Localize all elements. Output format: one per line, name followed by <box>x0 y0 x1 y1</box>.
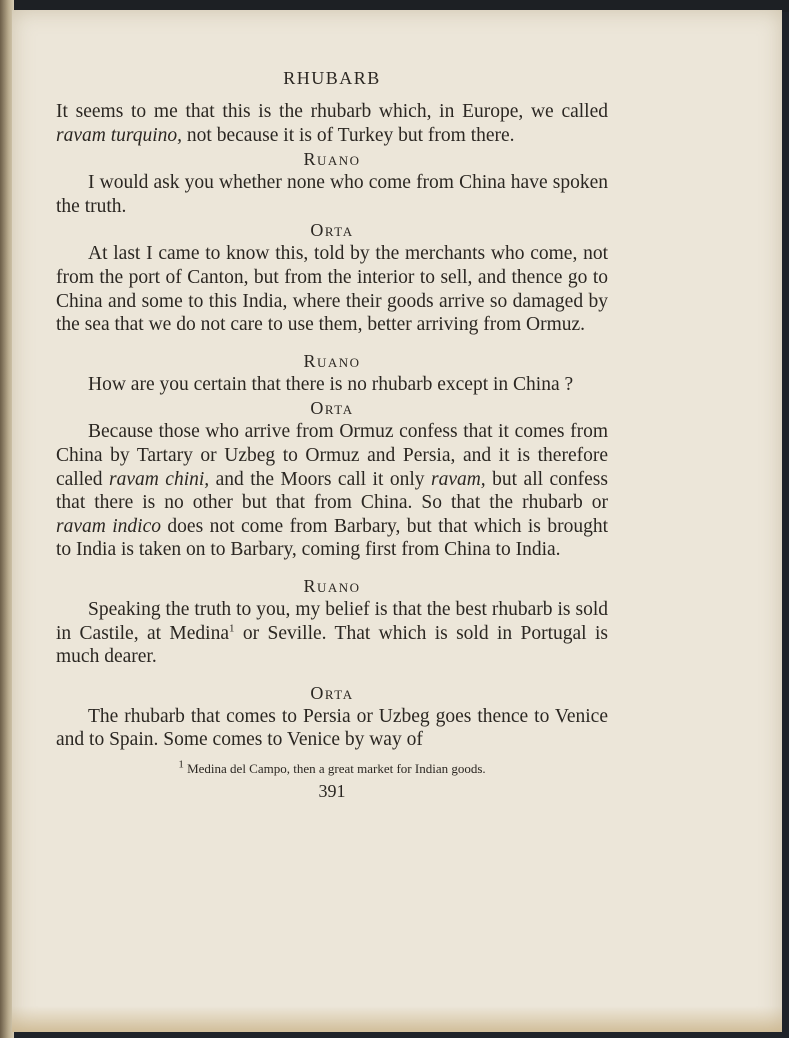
paragraph: At last I came to know this, told by the merchants who come, not from the port of Canton, but from the interior to sell, and thence go to China and some to this India, where their goods arrive so damaged by the sea that we do not care to use them, better arriving from Ormuz. <box>56 243 608 336</box>
page-sheet <box>12 10 782 1032</box>
speaker-name: Ruano <box>303 350 361 371</box>
speaker-name: Orta <box>310 398 354 419</box>
text-span: Because those who arrive from Ormuz confess that it comes from China by Tartary or Uzbeg to Ormuz and Persia, and it is therefore called <box>56 421 608 490</box>
text-span: It seems to me that this is the rhubarb which, in Europe, we called <box>56 101 608 122</box>
paragraph <box>56 420 608 562</box>
footnote-reference: 1 <box>228 622 235 634</box>
italic-term: ravam, <box>430 468 486 490</box>
text-span: and the Moors call it only <box>209 468 431 490</box>
italic-term: ravam indico <box>56 515 161 537</box>
speaker-name: Orta <box>310 220 354 241</box>
text-span: or Seville. That which is sold in Portugal is much dearer. <box>56 622 608 668</box>
text-block <box>56 66 608 803</box>
paragraph <box>56 100 608 147</box>
running-head: RHUBARB <box>283 68 381 88</box>
paragraph <box>56 598 608 669</box>
italic-term: ravam chini, <box>109 468 210 490</box>
speaker-name: Ruano <box>303 575 361 596</box>
italic-term: ravam turquino, <box>56 124 183 146</box>
speaker-name: Orta <box>310 682 354 703</box>
text-span: not because it is of Turkey but from there. <box>182 124 515 146</box>
footnote-marker: 1 <box>178 758 184 771</box>
speaker-name: Ruano <box>303 149 361 170</box>
text-span: does not come from Barbary, but that which is brought to India is taken on to Barbary, coming first from China to India. <box>56 515 608 561</box>
paragraph: The rhubarb that comes to Persia or Uzbeg goes thence to Venice and to Spain. Some comes to Venice by way of <box>56 705 608 751</box>
footnote-text: Medina del Campo, then a great market for Indian goods. <box>183 760 486 776</box>
text-span: Speaking the truth to you, my belief is that the best rhubarb is sold in Castile, at Medina <box>56 598 608 644</box>
page-number: 391 <box>318 780 346 801</box>
text-span: but all confess that there is no other but that from China. So that the rhubarb or <box>56 468 608 514</box>
paragraph: I would ask you whether none who come from China have spoken the truth. <box>56 172 608 217</box>
paragraph: How are you certain that there is no rhubarb except in China ? <box>88 373 574 395</box>
footnote <box>56 760 608 778</box>
